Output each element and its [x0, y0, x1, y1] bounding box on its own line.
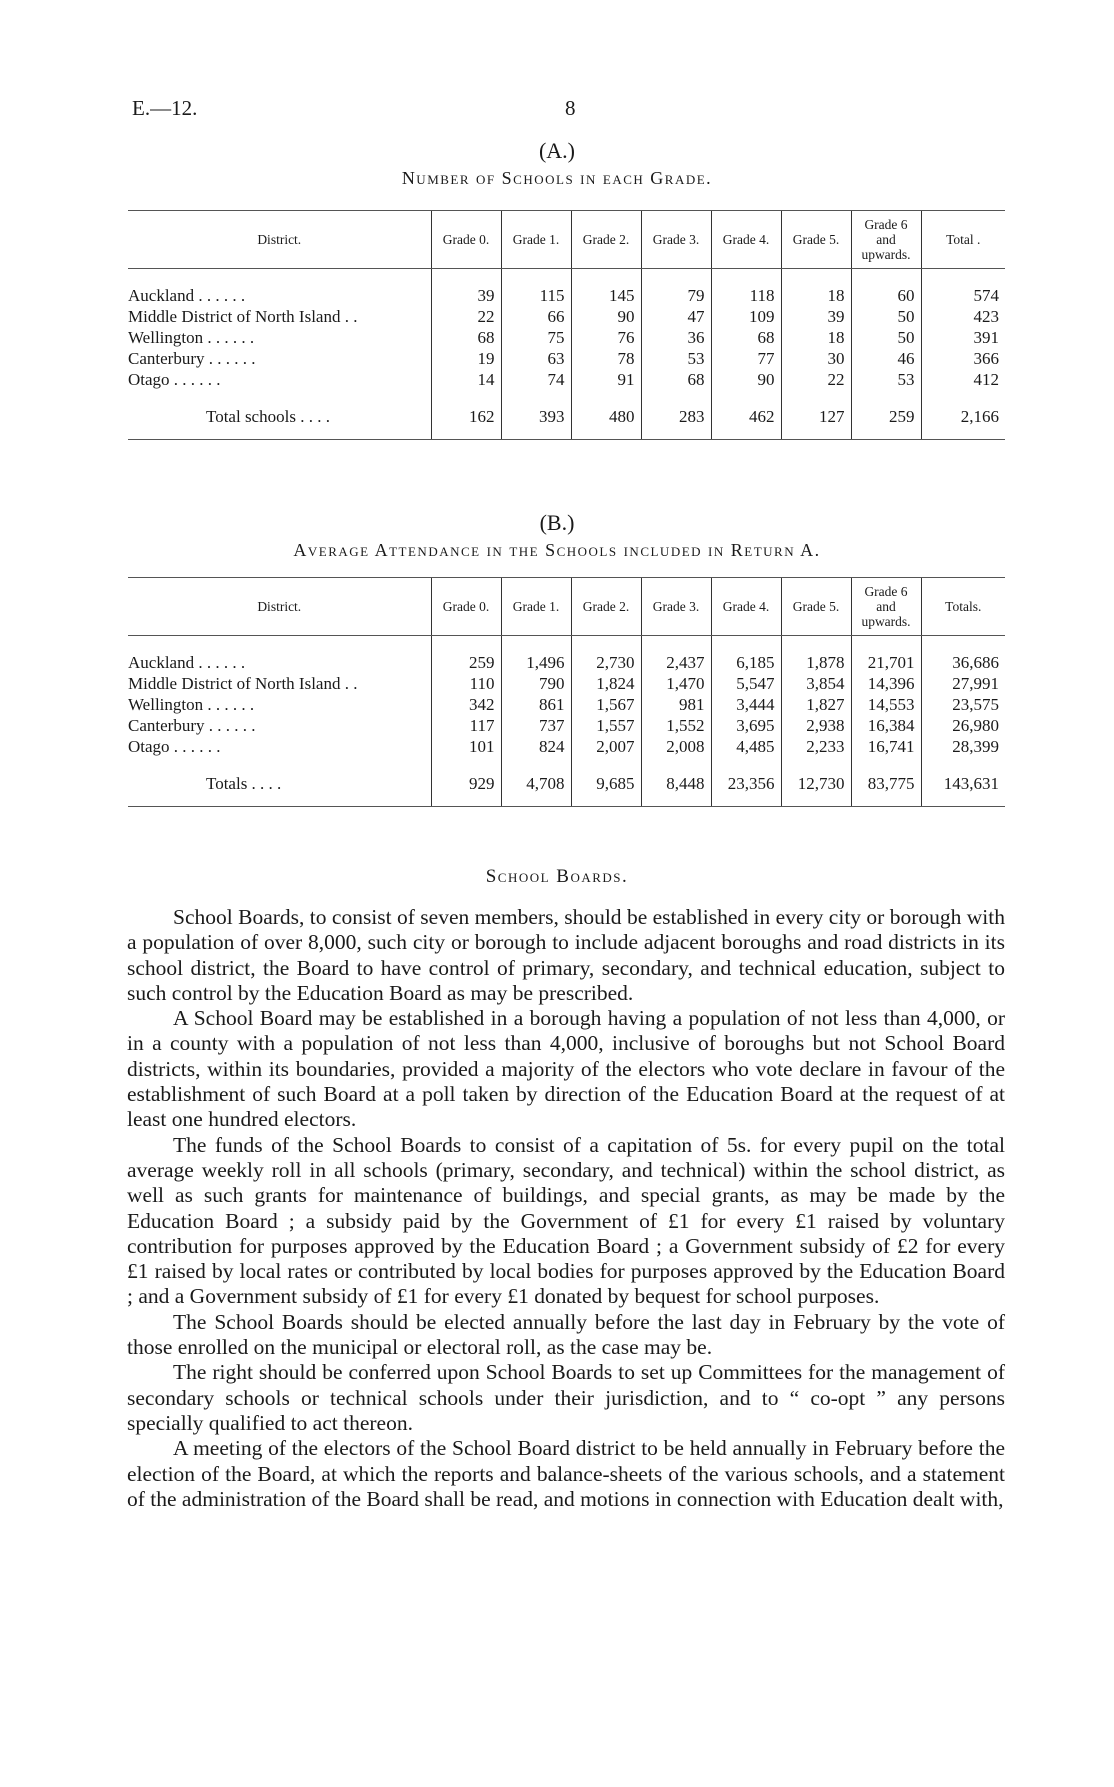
gap-cell	[641, 636, 711, 653]
gap-cell	[501, 636, 571, 653]
total-row	[128, 402, 1005, 440]
column-header: Grade 3.	[641, 211, 711, 269]
header-row	[128, 578, 1005, 636]
value-cell: 28,399	[921, 736, 1005, 757]
value-cell: 78	[571, 348, 641, 369]
table-row	[128, 327, 1005, 348]
column-header: District.	[128, 211, 431, 269]
value-cell: 861	[501, 694, 571, 715]
value-cell: 22	[781, 369, 851, 390]
value-cell: 1,496	[501, 652, 571, 673]
value-cell: 366	[921, 348, 1005, 369]
value-cell: 68	[641, 369, 711, 390]
spacer-cell	[781, 390, 851, 402]
total-cell: 12,730	[781, 769, 851, 807]
value-cell: 412	[921, 369, 1005, 390]
value-cell: 68	[431, 327, 501, 348]
value-cell: 824	[501, 736, 571, 757]
column-header: Grade 4.	[711, 211, 781, 269]
table-row	[128, 694, 1005, 715]
gap-cell	[431, 269, 501, 286]
total-cell: 283	[641, 402, 711, 440]
column-header: Grade 2.	[571, 211, 641, 269]
total-cell: 2,166	[921, 402, 1005, 440]
column-header: District.	[128, 578, 431, 636]
value-cell: 2,938	[781, 715, 851, 736]
value-cell: 60	[851, 285, 921, 306]
value-cell: 737	[501, 715, 571, 736]
total-cell: 23,356	[711, 769, 781, 807]
document-reference: E.—12.	[132, 96, 198, 120]
value-cell: 109	[711, 306, 781, 327]
value-cell: 16,384	[851, 715, 921, 736]
total-cell: 127	[781, 402, 851, 440]
table-a-caption	[0, 138, 1114, 189]
paragraph: The School Boards should be elected annually before the last day in February by the vote of those enrolled on the municipal or electoral roll, as the case may be.	[127, 1309, 1005, 1360]
gap-cell	[128, 269, 431, 286]
value-cell: 91	[571, 369, 641, 390]
total-cell: 462	[711, 402, 781, 440]
value-cell: 63	[501, 348, 571, 369]
spacer-cell	[921, 757, 1005, 769]
spacer-cell	[711, 757, 781, 769]
value-cell: 14,396	[851, 673, 921, 694]
district-name: Wellington . . . . . .	[128, 695, 255, 714]
spacer-cell	[781, 757, 851, 769]
column-header: Grade 2.	[571, 578, 641, 636]
column-header: Grade 5.	[781, 578, 851, 636]
value-cell: 342	[431, 694, 501, 715]
table-b-caption	[0, 510, 1114, 561]
column-header: Grade 6 and upwards.	[851, 578, 921, 636]
spacer-cell	[711, 390, 781, 402]
total-cell: 83,775	[851, 769, 921, 807]
value-cell: 18	[781, 285, 851, 306]
spacer-cell	[571, 390, 641, 402]
total-cell: 480	[571, 402, 641, 440]
value-cell: 50	[851, 306, 921, 327]
value-cell: 30	[781, 348, 851, 369]
spacer-cell	[501, 757, 571, 769]
table-row	[128, 369, 1005, 390]
spacer-cell	[641, 390, 711, 402]
gap-cell	[711, 269, 781, 286]
total-cell: 259	[851, 402, 921, 440]
value-cell: 981	[641, 694, 711, 715]
gap-cell	[128, 636, 431, 653]
table-b-title: Average Attendance in the Schools included in Return A.	[293, 540, 821, 560]
value-cell: 39	[431, 285, 501, 306]
total-label: Totals . . . .	[128, 769, 431, 807]
section-title: School Boards.	[485, 866, 629, 887]
value-cell: 145	[571, 285, 641, 306]
value-cell: 26,980	[921, 715, 1005, 736]
value-cell: 21,701	[851, 652, 921, 673]
spacer-cell	[851, 757, 921, 769]
value-cell: 391	[921, 327, 1005, 348]
value-cell: 77	[711, 348, 781, 369]
district-name: Auckland . . . . . .	[128, 286, 246, 305]
value-cell: 19	[431, 348, 501, 369]
value-cell: 50	[851, 327, 921, 348]
value-cell: 423	[921, 306, 1005, 327]
value-cell: 1,552	[641, 715, 711, 736]
value-cell: 3,695	[711, 715, 781, 736]
column-header: Grade 1.	[501, 578, 571, 636]
spacer-cell	[431, 390, 501, 402]
gap-cell	[781, 269, 851, 286]
gap-cell	[571, 269, 641, 286]
column-header: Grade 6 and upwards.	[851, 211, 921, 269]
page-number: 8	[565, 96, 576, 120]
value-cell: 2,437	[641, 652, 711, 673]
value-cell: 118	[711, 285, 781, 306]
value-cell: 79	[641, 285, 711, 306]
value-cell: 4,485	[711, 736, 781, 757]
value-cell: 36,686	[921, 652, 1005, 673]
spacer-cell	[921, 390, 1005, 402]
value-cell: 16,741	[851, 736, 921, 757]
paragraph: The right should be conferred upon School Boards to set up Committees for the management of secondary schools or technical schools under their jurisdiction, and to “ co-opt ” any persons specially qualified to act thereon.	[127, 1360, 1005, 1435]
value-cell: 1,878	[781, 652, 851, 673]
column-header: Grade 5.	[781, 211, 851, 269]
table-row	[128, 306, 1005, 327]
total-cell: 162	[431, 402, 501, 440]
spacer-cell	[571, 757, 641, 769]
value-cell: 5,547	[711, 673, 781, 694]
value-cell: 75	[501, 327, 571, 348]
value-cell: 47	[641, 306, 711, 327]
value-cell: 117	[431, 715, 501, 736]
gap-cell	[431, 636, 501, 653]
district-name: Canterbury . . . . . .	[128, 349, 256, 368]
paragraph: School Boards, to consist of seven members, should be established in every city or borough with a population of over 8,000, such city or borough to include adjacent boroughs and road districts in its school district, the Board to have control of primary, secondary, and technical education, subject to such control by the Education Board as may be prescribed.	[127, 905, 1005, 1005]
total-cell: 929	[431, 769, 501, 807]
total-cell: 8,448	[641, 769, 711, 807]
value-cell: 2,730	[571, 652, 641, 673]
district-name: Middle District of North Island . .	[128, 307, 358, 326]
spacer-cell	[128, 757, 431, 769]
table-row	[128, 715, 1005, 736]
gap-cell	[921, 636, 1005, 653]
total-label: Total schools . . . .	[128, 402, 431, 440]
value-cell: 1,470	[641, 673, 711, 694]
value-cell: 27,991	[921, 673, 1005, 694]
total-cell: 393	[501, 402, 571, 440]
value-cell: 74	[501, 369, 571, 390]
value-cell: 574	[921, 285, 1005, 306]
district-name: Auckland . . . . . .	[128, 653, 246, 672]
value-cell: 66	[501, 306, 571, 327]
value-cell: 110	[431, 673, 501, 694]
value-cell: 1,567	[571, 694, 641, 715]
paragraph: A School Board may be established in a borough having a population of not less than 4,000, or in a county with a population of not less than 4,000, inclusive of boroughs but not School Board districts, within its boundaries, provided a majority of the electors who vote declare in favour of the establishment of such Board at a poll taken by direction of the Education Board at the request of at least one hundred electors.	[127, 1006, 1005, 1132]
gap-cell	[571, 636, 641, 653]
total-row	[128, 769, 1005, 807]
value-cell: 115	[501, 285, 571, 306]
value-cell: 101	[431, 736, 501, 757]
table-b	[128, 577, 1005, 807]
paragraph: A meeting of the electors of the School Board district to be held annually in February before the election of the Board, at which the reports and balance-sheets of the various schools, and a statement of the administration of the Board shall be read, and motions in connection with Education dealt with,	[127, 1436, 1005, 1511]
table-a-title: Number of Schools in each Grade.	[401, 168, 713, 188]
column-header: Grade 0.	[431, 211, 501, 269]
spacer-cell	[501, 390, 571, 402]
value-cell: 2,233	[781, 736, 851, 757]
district-name: Otago . . . . . .	[128, 370, 221, 389]
gap-cell	[851, 636, 921, 653]
value-cell: 2,008	[641, 736, 711, 757]
row-gap	[128, 636, 1005, 653]
value-cell: 1,557	[571, 715, 641, 736]
column-header: Grade 4.	[711, 578, 781, 636]
gap-cell	[641, 269, 711, 286]
gap-cell	[781, 636, 851, 653]
district-name: Otago . . . . . .	[128, 737, 221, 756]
value-cell: 1,827	[781, 694, 851, 715]
value-cell: 76	[571, 327, 641, 348]
value-cell: 53	[641, 348, 711, 369]
value-cell: 6,185	[711, 652, 781, 673]
value-cell: 23,575	[921, 694, 1005, 715]
gap-cell	[711, 636, 781, 653]
value-cell: 3,854	[781, 673, 851, 694]
total-cell: 9,685	[571, 769, 641, 807]
value-cell: 36	[641, 327, 711, 348]
table-a-letter: (A.)	[538, 138, 576, 163]
row-spacer	[128, 390, 1005, 402]
value-cell: 2,007	[571, 736, 641, 757]
value-cell: 259	[431, 652, 501, 673]
district-name: Middle District of North Island . .	[128, 674, 358, 693]
table-row	[128, 736, 1005, 757]
total-cell: 143,631	[921, 769, 1005, 807]
table-b-letter: (B.)	[539, 510, 575, 535]
header-row	[128, 211, 1005, 269]
value-cell: 90	[571, 306, 641, 327]
gap-cell	[921, 269, 1005, 286]
value-cell: 18	[781, 327, 851, 348]
value-cell: 3,444	[711, 694, 781, 715]
row-spacer	[128, 757, 1005, 769]
spacer-cell	[431, 757, 501, 769]
spacer-cell	[641, 757, 711, 769]
column-header: Totals.	[921, 578, 1005, 636]
column-header: Total .	[921, 211, 1005, 269]
spacer-cell	[128, 390, 431, 402]
total-cell: 4,708	[501, 769, 571, 807]
column-header: Grade 1.	[501, 211, 571, 269]
value-cell: 39	[781, 306, 851, 327]
value-cell: 90	[711, 369, 781, 390]
spacer-cell	[851, 390, 921, 402]
gap-cell	[851, 269, 921, 286]
value-cell: 14,553	[851, 694, 921, 715]
value-cell: 1,824	[571, 673, 641, 694]
district-name: Wellington . . . . . .	[128, 328, 255, 347]
value-cell: 790	[501, 673, 571, 694]
column-header: Grade 0.	[431, 578, 501, 636]
row-gap	[128, 269, 1005, 286]
table-row	[128, 348, 1005, 369]
section-body	[127, 905, 1005, 1512]
value-cell: 46	[851, 348, 921, 369]
value-cell: 68	[711, 327, 781, 348]
district-name: Canterbury . . . . . .	[128, 716, 256, 735]
value-cell: 14	[431, 369, 501, 390]
table-row	[128, 673, 1005, 694]
value-cell: 22	[431, 306, 501, 327]
table-a	[128, 210, 1005, 440]
paragraph: The funds of the School Boards to consist of a capitation of 5s. for every pupil on the total average weekly roll in all schools (primary, secondary, and technical) within the school district, as well as such grants for maintenance of buildings, and special grants, as may be made by the Education Board ; a subsidy paid by the Government of £1 for every £1 raised by voluntary contribution for purposes approved by the Education Board ; a Government subsidy of £2 for every £1 raised by local rates or contributed by local bodies for purposes approved by the Education Board ; and a Government subsidy of £1 for every £1 donated by bequest for school purposes.	[127, 1132, 1005, 1309]
value-cell: 53	[851, 369, 921, 390]
gap-cell	[501, 269, 571, 286]
column-header: Grade 3.	[641, 578, 711, 636]
table-row	[128, 285, 1005, 306]
table-row	[128, 652, 1005, 673]
